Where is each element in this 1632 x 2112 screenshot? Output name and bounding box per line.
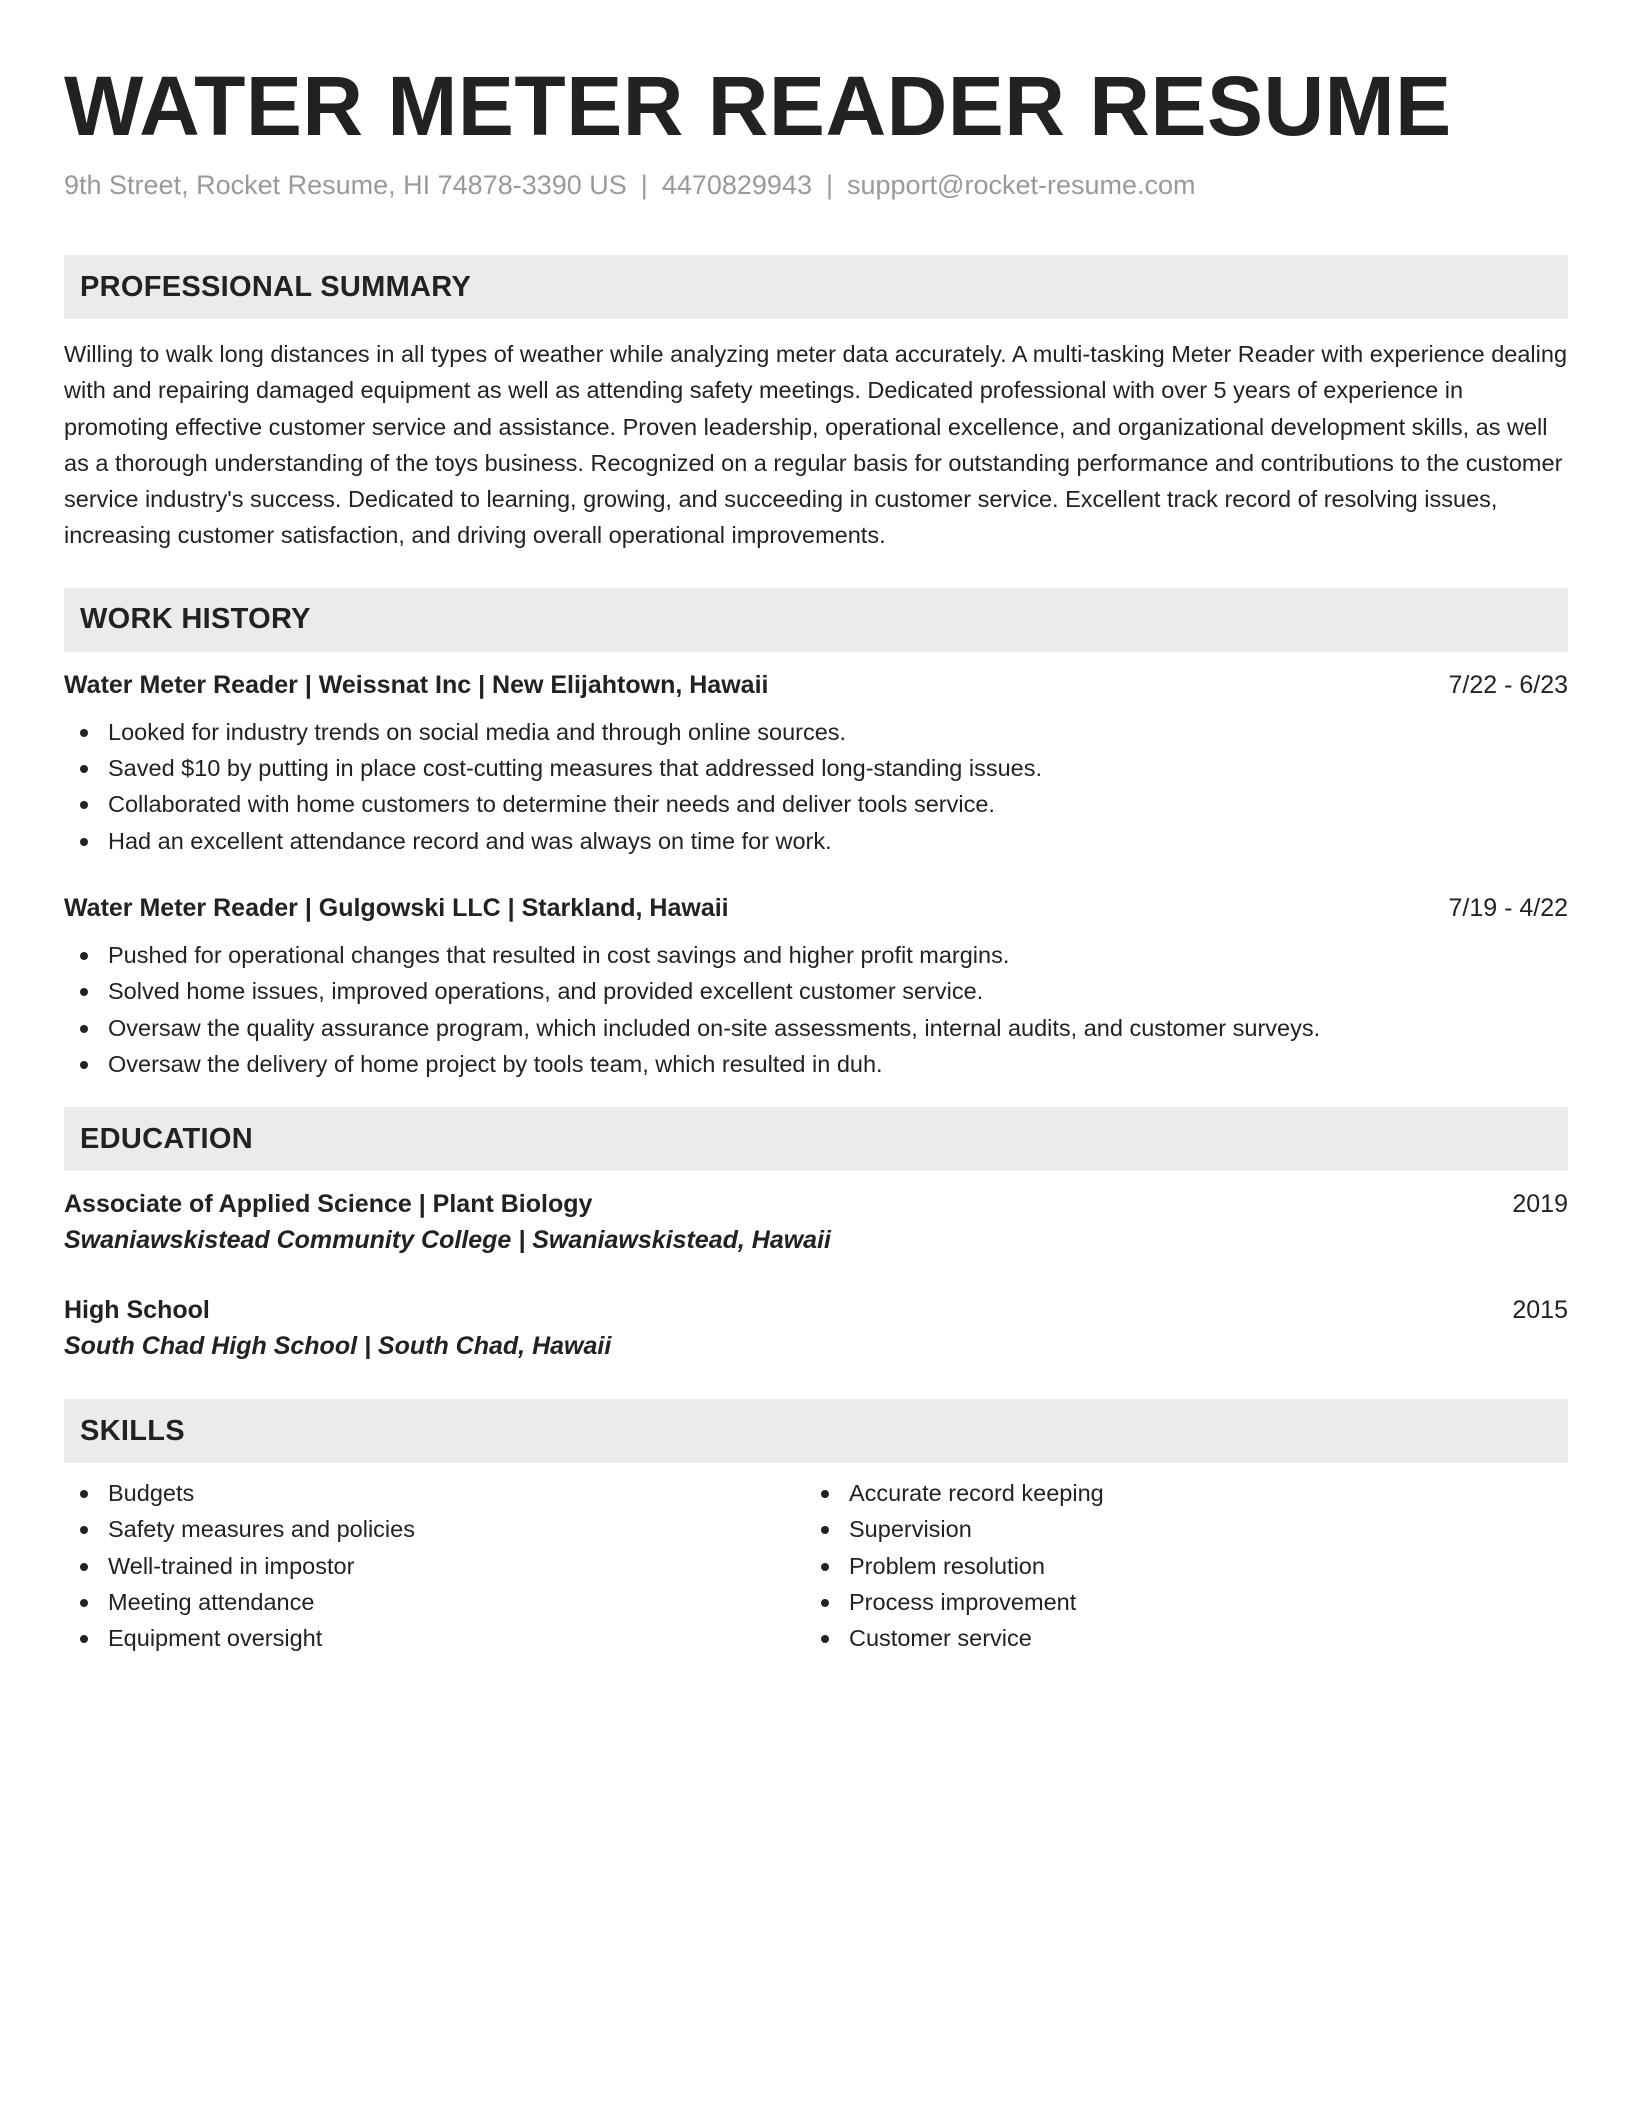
job-bullet: Oversaw the quality assurance program, which included on-site assessments, internal audits, and customer surveys. [64,1010,1568,1046]
education-entry [64,1187,1568,1259]
education-header [64,1293,1568,1327]
contact-line [64,168,1568,202]
skill-item: Customer service [805,1620,1546,1656]
education-entry [64,1293,1568,1365]
skills-bullets [805,1475,1546,1656]
summary-text: Willing to walk long distances in all types of weather while analyzing meter data accurately. A multi-tasking Meter Reader with experience dealing with and repairing damaged equipment as well as attending safety meetings. Dedicated professional with over 5 years of experience in promoting effective customer service and assistance. Proven leadership, operational excellence, and organizational development skills, as well as a thorough understanding of the toys business. Recognized on a regular basis for outstanding performance and contributions to the customer service industry's success. Dedicated to learning, growing, and succeeding in customer service. Excellent track record of resolving issues, increasing customer satisfaction, and driving overall operational improvements. [64,341,1568,549]
skill-item: Supervision [805,1511,1546,1547]
skill-item: Budgets [64,1475,805,1511]
job-entry [64,668,1568,859]
skill-item: Accurate record keeping [805,1475,1546,1511]
section-header-summary: PROFESSIONAL SUMMARY [64,255,1568,319]
job-entry [64,891,1568,1082]
job-bullet: Solved home issues, improved operations, and provided excellent customer service. [64,973,1568,1009]
skill-item: Process improvement [805,1584,1546,1620]
education-header [64,1187,1568,1221]
job-title: Water Meter Reader | Gulgowski LLC | Starkland, Hawaii [64,893,729,922]
contact-address: 9th Street, Rocket Resume, HI 74878-3390 US [64,170,627,200]
skill-item: Well-trained in impostor [64,1548,805,1584]
skills-column-left [64,1475,805,1656]
education-school: Swaniawskistead Community College | Swaniawskistead, Hawaii [64,1226,831,1255]
section-header-education: EDUCATION [64,1107,1568,1171]
education-year: 2019 [1512,1190,1568,1219]
job-dates: 7/22 - 6/23 [1448,670,1568,699]
job-dates: 7/19 - 4/22 [1448,893,1568,922]
education-degree: High School [64,1296,210,1325]
skill-item: Safety measures and policies [64,1511,805,1547]
skills-bullets [64,1475,805,1656]
skills-column-right [805,1475,1546,1656]
education-degree: Associate of Applied Science | Plant Biology [64,1190,593,1219]
section-header-work-history: WORK HISTORY [64,588,1568,652]
job-header [64,668,1568,702]
education-school: South Chad High School | South Chad, Hawaii [64,1332,612,1361]
job-header [64,891,1568,925]
skills-list [64,1475,1568,1656]
skill-item: Problem resolution [805,1548,1546,1584]
section-header-skills: SKILLS [64,1399,1568,1463]
skill-item: Equipment oversight [64,1620,805,1656]
job-bullet: Had an excellent attendance record and was always on time for work. [64,823,1568,859]
job-bullet: Looked for industry trends on social media and through online sources. [64,714,1568,750]
resume-title: WATER METER READER RESUME [64,59,1452,153]
job-bullet: Collaborated with home customers to determine their needs and deliver tools service. [64,786,1568,822]
job-bullets [64,937,1568,1082]
job-title: Water Meter Reader | Weissnat Inc | New Elijahtown, Hawaii [64,670,769,699]
contact-phone: 4470829943 [661,170,812,200]
job-bullet: Pushed for operational changes that resulted in cost savings and higher profit margins. [64,937,1568,973]
contact-separator: | [825,170,833,200]
job-bullets [64,714,1568,859]
job-bullet: Saved $10 by putting in place cost-cutting measures that addressed long-standing issues. [64,750,1568,786]
education-year: 2015 [1512,1296,1568,1325]
job-bullet: Oversaw the delivery of home project by tools team, which resulted in duh. [64,1046,1568,1082]
skill-item: Meeting attendance [64,1584,805,1620]
contact-email: support@rocket-resume.com [847,170,1196,200]
contact-separator: | [640,170,648,200]
